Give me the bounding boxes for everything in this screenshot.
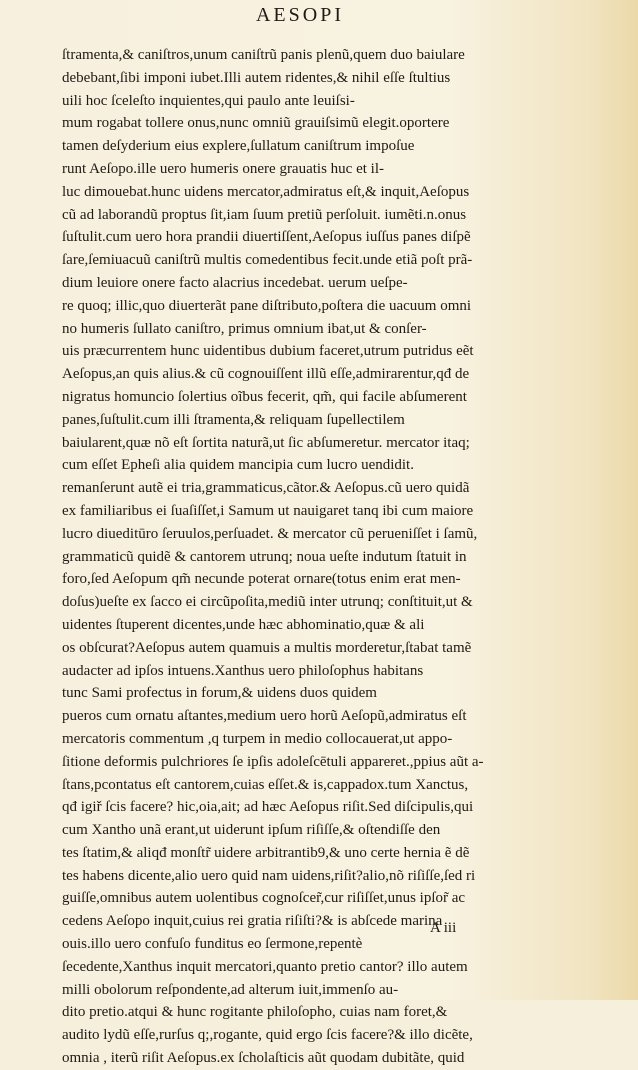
text-line: re quoq; illic,quo diuerterãt pane diſtributo,poſtera die uacuum omni [62, 297, 472, 314]
text-line: debebant,ſibi imponi iubet.Illi autem ridentes,& nihil eſſe ſtultius [62, 69, 451, 86]
text-line: ouis.illo uero confuſo funditus eo ſermone,repentè [62, 936, 363, 953]
text-line: omnia , iterũ riſit Aeſopus.ex ſcholaſticis aũt quodam dubitãte, quid [62, 1050, 465, 1067]
text-line: uis præcurrentem hunc uidentibus dubium faceret,utrum putridus eẽt [62, 343, 474, 360]
text-line: ſtramenta,& caniſtros,unum caniſtrũ panis plenũ,quem duo baiulare [62, 47, 465, 63]
text-line: Aeſopus,an quis alius.& cũ cognouiſſent illũ eſſe,admirarentur,qđ de [62, 366, 470, 383]
text-line: qđ igiř ſcis facere? hic,oia,ait; ad hæc Aeſopus riſit.Sed diſcipulis,qui [62, 799, 474, 816]
text-line: nigratus homuncio ſolertius oĩbus fecerit, qm̃, qui facile abſumerent [62, 388, 467, 405]
text-line: audacter ad ipſos intuens.Xanthus uero philoſophus habitans [62, 662, 424, 679]
body-text [62, 44, 544, 1070]
text-line: pueros cum ornatu aſtantes,medium uero horũ Aeſopũ,admiratus eſt [62, 708, 467, 725]
text-line: cedens Aeſopo inquit,cuius rei gratia riſiſti?& is abſcede marina [62, 913, 443, 930]
text-line: ex familiaribus ei ſuaſiſſet,i Samum ut nauigaret tanq ibi cum maiore [62, 502, 474, 519]
text-line: ſitione deformis pulchriores ſe ipſis adoleſcētuli appareret.,ppius aũt a- [62, 753, 484, 770]
text-line: guiſſe,omnibus autem uolentibus cognoſcer̃,cur riſiſſet,unus ipſor̃ ac [62, 890, 466, 907]
text-line: panes,ſuſtulit.cum illi ſtramenta,& reliquam ſupellectilem [62, 411, 405, 428]
text-line: luc dimouebat.hunc uidens mercator,admiratus eſt,& inquit,Aeſopus [62, 183, 470, 200]
text-line: doſus)ueſte ex ſacco ei circũpoſita,mediũ inter utrunq; conſtituit,ut & [62, 594, 473, 611]
text-line: tes ſtatim,& aliqđ monſtr̃ uidere arbitrantib9,& uno certe hernia ẽ dẽ [62, 844, 470, 861]
text-line: audito lydũ eſſe,rurſus q;,rogante, quid ergo ſcis facere?& illo dicẽte, [62, 1027, 473, 1044]
text-line: runt Aeſopo.ille uero humeris onere grauatis huc et il- [62, 160, 384, 177]
text-line: tes habens dicente,alio uero quid nam uidens,riſit?alio,nõ riſiſſe,ſed ri [62, 867, 476, 884]
text-line: no humeris ſullato caniſtro, primus omnium ibat,ut & conſer- [62, 320, 427, 337]
text-line: ſare,ſemiuacuũ caniſtrũ multis comedentibus fecit.unde etiã poſt prã- [62, 252, 473, 269]
text-line: uili hoc ſceleſto inquientes,qui paulo ante leuiſsi- [62, 92, 355, 109]
text-line: ſtans,pcontatus eſt cantorem,cuias eſſet.& is,cappadox.tum Xanctus, [62, 776, 469, 793]
text-line: mum rogabat tollere onus,nunc omniũ grauiſsimũ elegit.oportere [62, 115, 450, 132]
text-line: remanſerunt autẽ ei tria,grammaticus,cãtor.& Aeſopus.cũ uero quidã [62, 480, 470, 497]
text-line: lucro diueditūro ſeruulos,perſuadet. & mercator cũ perueniſſet i ſamũ, [62, 525, 478, 542]
signature-mark: A iii [430, 920, 457, 936]
text-line: dito pretio.atqui & hunc rogitante philoſopho, cuias nam foret,& [62, 1004, 448, 1021]
text-line: tamen deſyderium eius explere,ſullatum caniſtrum impoſue [62, 138, 415, 155]
text-line: uidentes ſtuperent dicentes,unde hæc abhominatio,quæ & ali [62, 616, 425, 633]
text-line: milli obolorum reſpondente,ad alterum iuit,immenſo au- [62, 981, 399, 998]
text-line: foro,ſed Aeſopum qm̃ necunde poterat ornare(totus enim erat men- [62, 571, 461, 588]
text-line: ſuſtulit.cum uero hora prandii diuertiſſent,Aeſopus iuſſus panes diſpẽ [62, 229, 471, 246]
running-head: AESOPI [255, 4, 344, 26]
text-line: dium leuiore onere facto alacrius incedebat. uerum ueſpe- [62, 274, 408, 291]
text-line: os obſcurat?Aeſopus autem quamuis a multis morderetur,ſtabat tamẽ [62, 639, 472, 656]
text-line: cum eſſet Epheſi alia quidem mancipia cum lucro uendidit. [62, 457, 414, 474]
text-line: tunc Sami profectus in forum,& uidens duos quidem [62, 685, 377, 702]
text-line: cũ ad laborandũ proptus ſit,iam ſuum pretiũ perſoluit. iumẽti.n.onus [62, 206, 467, 223]
text-line: cum Xantho unã erant,ut uiderunt ipſum riſiſſe,& oſtendiſſe den [62, 822, 441, 839]
text-line: mercatoris commentum ,q turpem in medio collocauerat,ut appo- [62, 730, 453, 747]
text-line: ſecedente,Xanthus inquit mercatori,quanto pretio cantor? illo autem [62, 958, 468, 975]
text-line: grammaticũ quidẽ & cantorem utrunq; noua ueſte indutum ſtatuit in [62, 548, 467, 565]
text-line: baiularent,quæ nõ eſt ſortita naturã,ut ſic abſumeretur. mercator itaq; [62, 434, 470, 451]
